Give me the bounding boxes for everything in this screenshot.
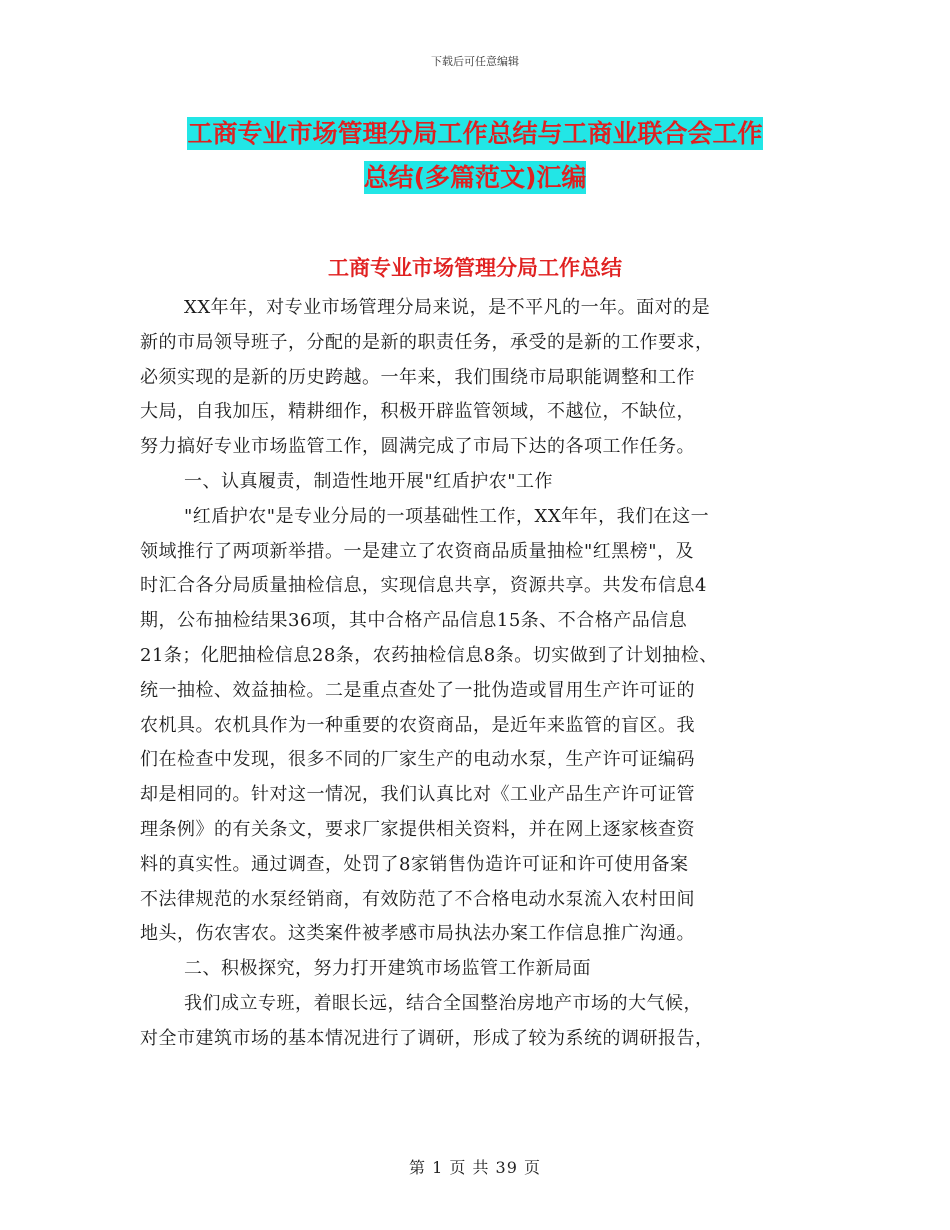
document-title-line-1 <box>0 114 950 150</box>
body-line: 大局，自我加压，精耕细作，积极开辟监管领域，不越位，不缺位， <box>140 401 695 423</box>
body-line: 农机具。农机具作为一种重要的农资商品，是近年来监管的盲区。我 <box>140 714 695 736</box>
body-line: 对全市建筑市场的基本情况进行了调研，形成了较为系统的调研报告， <box>140 1027 714 1049</box>
body-text <box>140 291 820 1057</box>
body-line: 们在检查中发现，很多不同的厂家生产的电动水泵，生产许可证编码 <box>140 749 695 771</box>
body-line: 不法律规范的水泵经销商，有效防范了不合格电动水泵流入农村田间 <box>140 888 695 910</box>
body-line: 努力搞好专业市场监管工作，圆满完成了市局下达的各项工作任务。 <box>140 436 695 458</box>
body-line: 领域推行了两项新举措。一是建立了农资商品质量抽检"红黑榜"，及 <box>140 540 695 562</box>
heading-line: 一、认真履责，制造性地开展"红盾护农"工作 <box>184 470 554 492</box>
page-footer: 第 1 页 共 39 页 <box>409 1158 541 1177</box>
body-line: 期，公布抽检结果36项，其中合格产品信息15条、不合格产品信息 <box>140 610 688 632</box>
document-title-line-2 <box>0 158 950 194</box>
header-note: 下载后可任意编辑 <box>431 55 519 68</box>
body-line: 理条例》的有关条文，要求厂家提供相关资料，并在网上逐家核查资 <box>140 818 695 840</box>
body-line: 时汇合各分局质量抽检信息，实现信息共享，资源共享。共发布信息4 <box>140 575 707 597</box>
body-line: 地头，伤农害农。这类案件被孝感市局执法办案工作信息推广沟通。 <box>140 923 695 945</box>
body-line: 新的市局领导班子，分配的是新的职责任务，承受的是新的工作要求， <box>140 331 714 353</box>
section-title: 工商专业市场管理分局工作总结 <box>328 256 622 280</box>
body-line: 必须实现的是新的历史跨越。一年来，我们围绕市局职能调整和工作 <box>140 366 695 388</box>
body-line: 料的真实性。通过调查，处罚了8家销售伪造许可证和许可使用备案 <box>140 853 689 875</box>
body-line: 统一抽检、效益抽检。二是重点查处了一批伪造或冒用生产许可证的 <box>140 679 695 701</box>
body-line: 21条；化肥抽检信息28条，农药抽检信息8条。切实做到了计划抽检、 <box>140 644 718 666</box>
body-line: "红盾护农"是专业分局的一项基础性工作，XX年年，我们在这一 <box>184 505 710 527</box>
title-highlight-1: 工商专业市场管理分局工作总结与工商业联合会工作 <box>187 119 763 148</box>
body-line: 我们成立专班，着眼长远，结合全国整治房地产市场的大气候， <box>184 992 702 1014</box>
body-line: 却是相同的。针对这一情况，我们认真比对《工业产品生产许可证管 <box>140 784 695 806</box>
heading-line: 二、积极探究，努力打开建筑市场监管工作新局面 <box>184 958 591 980</box>
body-line: XX年年，对专业市场管理分局来说，是不平凡的一年。面对的是 <box>184 297 711 318</box>
title-highlight-2: 总结(多篇范文)汇编 <box>363 163 587 192</box>
